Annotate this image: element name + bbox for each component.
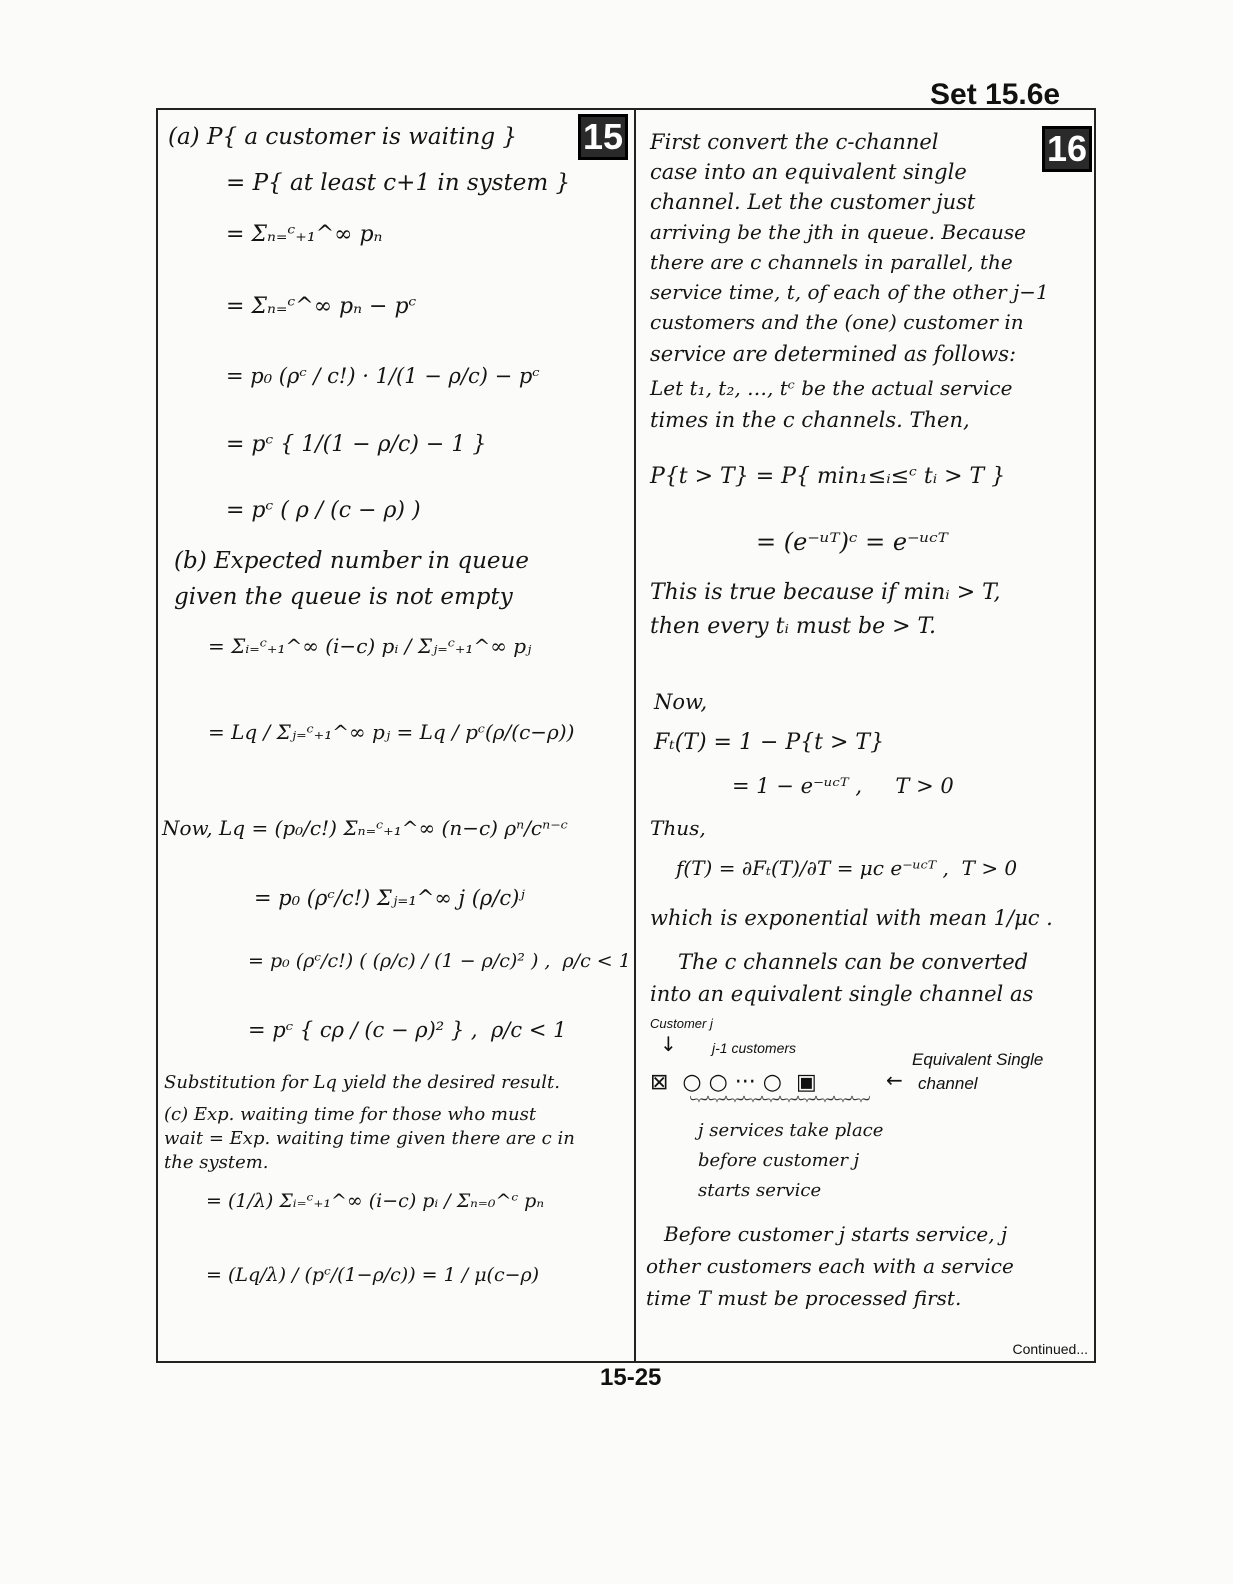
equation-line: = Lq / Σⱼ₌ᶜ₊₁^∞ pⱼ = Lq / pᶜ(ρ/(c−ρ)) (208, 720, 575, 744)
equation-line: = pᶜ { 1/(1 − ρ/c) − 1 } (226, 432, 487, 457)
text-line: customers and the (one) customer in (650, 310, 1024, 334)
problem-badge-16: 16 (1042, 126, 1092, 172)
text-line: = P{ at least c+1 in system } (226, 170, 571, 196)
text-line: service time, t, of each of the other j−1 (650, 280, 1049, 304)
continued-note: Continued... (1012, 1341, 1088, 1357)
equation-line: = Σₙ₌ᶜ₊₁^∞ pₙ (226, 222, 383, 247)
text-line: Let t₁, t₂, …, tᶜ be the actual service (650, 376, 1013, 400)
text-line: then every tᵢ must be > T. (650, 614, 936, 639)
equation-line: P{t > T} = P{ min₁≤ᵢ≤ᶜ tᵢ > T } (650, 464, 1006, 489)
arrival-arrow-icon: ↓ (660, 1032, 677, 1056)
text-line: time T must be processed first. (646, 1286, 962, 1310)
text-line: wait = Exp. waiting time given there are c in (164, 1128, 575, 1149)
equation-line: = 1 − e⁻ᵘᶜᵀ , T > 0 (732, 774, 954, 798)
equation-line: = (e⁻ᵘᵀ)ᶜ = e⁻ᵘᶜᵀ (756, 528, 948, 556)
text-line: service are determined as follows: (650, 342, 1017, 366)
queue-diagram: ⊠ ○ ○ ··· ○ ▣ (650, 1070, 817, 1095)
left-column (158, 110, 632, 1361)
equation-line: = (Lq/λ) / (pᶜ/(1−ρ/c)) = 1 / μ(c−ρ) (206, 1264, 540, 1286)
equation-line: = p₀ (ρᶜ/c!) Σⱼ₌₁^∞ j (ρ/c)ʲ (254, 886, 525, 910)
text-line: This is true because if minᵢ > T, (650, 580, 1001, 605)
text-line: (b) Expected number in queue (174, 548, 529, 574)
text-line: j services take place (698, 1120, 884, 1141)
queue-label: j-1 customers (712, 1040, 797, 1056)
equation-line: = Σₙ₌ᶜ^∞ pₙ − pᶜ (226, 294, 417, 319)
equation-line: = (1/λ) Σᵢ₌ᶜ₊₁^∞ (i−c) pᵢ / Σₙ₌₀^ᶜ pₙ (206, 1190, 545, 1212)
problem-badge-15: 15 (578, 114, 628, 160)
text-line: starts service (698, 1180, 822, 1201)
text-line: which is exponential with mean 1/μc . (650, 906, 1053, 930)
set-title: Set 15.6e (930, 78, 1061, 111)
text-line: Substitution for Lq yield the desired result. (164, 1072, 560, 1093)
text-line: Now, (654, 690, 708, 714)
channel-label: channel (918, 1074, 978, 1093)
text-line: given the queue is not empty (174, 584, 513, 610)
text-line: arriving be the jth in queue. Because (650, 220, 1026, 244)
text-line: Thus, (650, 816, 706, 840)
text-line: channel. Let the customer just (650, 190, 976, 214)
equivalent-label: Equivalent Single (912, 1050, 1044, 1069)
text-line: into an equivalent single channel as (650, 982, 1034, 1006)
pointer-arrow-icon: ← (886, 1068, 903, 1092)
text-line: (a) P{ a customer is waiting } (168, 124, 518, 150)
customer-j-label: Customer j (650, 1016, 713, 1031)
equation-line: Fₜ(T) = 1 − P{t > T} (654, 730, 885, 755)
equation-line: = pᶜ { cρ / (c − ρ)² } , ρ/c < 1 (248, 1018, 567, 1042)
equation-line: f(T) = ∂Fₜ(T)/∂T = μc e⁻ᵘᶜᵀ , T > 0 (676, 856, 1018, 880)
text-line: other customers each with a service (646, 1254, 1014, 1278)
text-line: case into an equivalent single (650, 160, 967, 184)
equation-line: = p₀ (ρᶜ / c!) · 1/(1 − ρ/c) − pᶜ (226, 364, 540, 388)
text-line: (c) Exp. waiting time for those who must (164, 1104, 537, 1125)
text-line: First convert the c-channel (650, 130, 939, 154)
text-line: Before customer j starts service, j (664, 1222, 1008, 1246)
page-number: 15-25 (600, 1364, 662, 1391)
text-line: before customer j (698, 1150, 860, 1171)
equation-line: = Σᵢ₌ᶜ₊₁^∞ (i−c) pᵢ / Σⱼ₌ᶜ₊₁^∞ pⱼ (208, 634, 532, 658)
text-line: there are c channels in parallel, the (650, 250, 1013, 274)
text-line: The c channels can be converted (678, 950, 1029, 974)
equation-line: = pᶜ ( ρ / (c − ρ) ) (226, 498, 421, 523)
text-line: times in the c channels. Then, (650, 408, 970, 432)
right-column (636, 110, 1096, 1361)
brace-icon: ︸︸︸︸︸︸︸︸︸︸ (690, 1096, 870, 1117)
text-line: the system. (164, 1152, 269, 1173)
solution-frame (156, 108, 1096, 1363)
equation-line: = p₀ (ρᶜ/c!) ( (ρ/c) / (1 − ρ/c)² ) , ρ/c < 1 (248, 950, 631, 972)
equation-line: Now, Lq = (p₀/c!) Σₙ₌ᶜ₊₁^∞ (n−c) ρⁿ/cⁿ⁻ᶜ (162, 816, 568, 840)
